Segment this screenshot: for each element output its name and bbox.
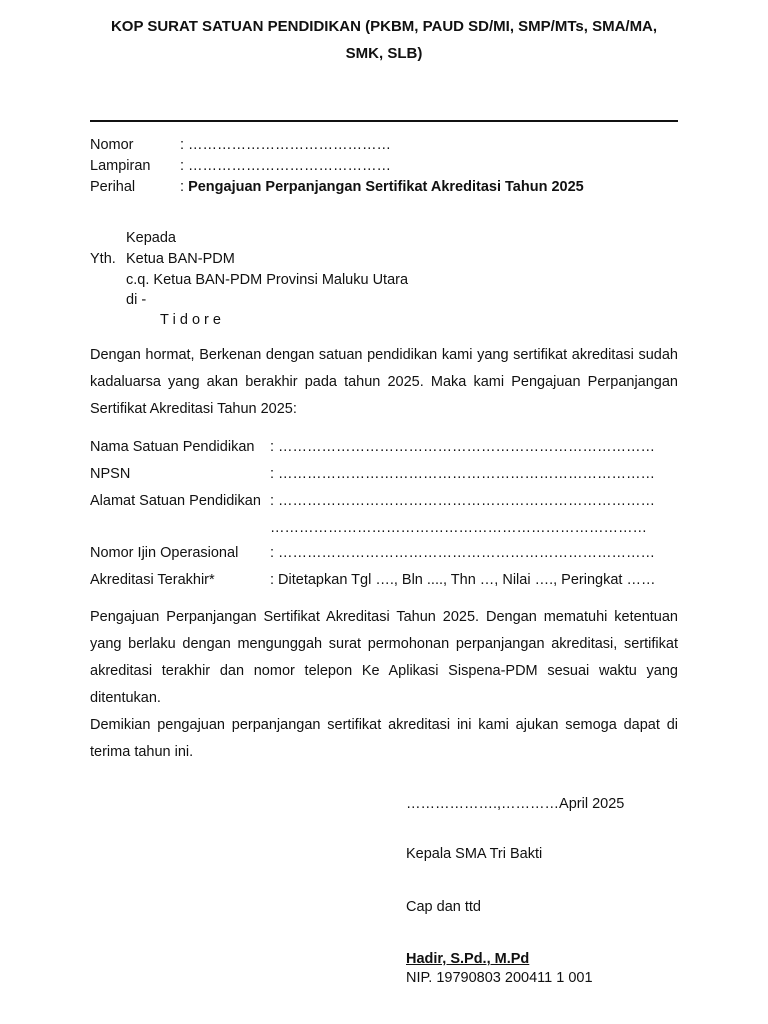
field-value-npsn: : …………………………………………………………………… bbox=[270, 466, 656, 482]
body-paragraph-1: Pengajuan Perpanjangan Sertifikat Akreditasi Tahun 2025. Dengan mematuhi ketentuan yang berlaku dengan mengunggah surat permohonan perpanjangan akreditasi, sertifikat akreditasi terakhir dan nomor telepon Ke Aplikasi Sispena-PDM sesuai waktu yang ditentukan. bbox=[90, 609, 678, 706]
field-value-ijin: : …………………………………………………………………… bbox=[270, 545, 656, 561]
field-value-alamat-cont: …………………………………………………………………… bbox=[270, 520, 647, 536]
field-value-akreditasi: : Ditetapkan Tgl …., Bln ...., Thn …, Nilai …., Peringkat …… bbox=[270, 572, 656, 588]
signatory-nip: NIP. 19790803 200411 1 001 bbox=[406, 970, 593, 986]
field-label-alamat: Alamat Satuan Pendidikan bbox=[90, 493, 261, 509]
perihal-value bbox=[180, 179, 584, 195]
lampiran-value: : …………………………………… bbox=[180, 158, 392, 174]
nomor-label: Nomor bbox=[90, 137, 134, 153]
nomor-value: : …………………………………… bbox=[180, 137, 392, 153]
addressee-yth: Yth. bbox=[90, 251, 116, 267]
perihal-colon: : bbox=[180, 179, 185, 195]
perihal-subject: Pengajuan Perpanjangan Sertifikat Akreditasi Tahun 2025 bbox=[188, 179, 584, 195]
lampiran-label: Lampiran bbox=[90, 158, 151, 174]
addressee-line-2: c.q. Ketua BAN-PDM Provinsi Maluku Utara bbox=[126, 272, 409, 288]
letterhead-divider bbox=[90, 120, 678, 122]
signatory-name: Hadir, S.Pd., M.Pd bbox=[406, 951, 530, 967]
signature-stamp: Cap dan ttd bbox=[406, 899, 481, 915]
signature-date: ……………….,…………April 2025 bbox=[406, 796, 625, 812]
field-label-npsn: NPSN bbox=[90, 466, 131, 482]
addressee-line-1: Ketua BAN-PDM bbox=[126, 251, 235, 267]
field-value-nama: : …………………………………………………………………… bbox=[270, 439, 656, 455]
perihal-label: Perihal bbox=[90, 179, 136, 195]
field-label-ijin: Nomor Ijin Operasional bbox=[90, 545, 239, 561]
letterhead-line-1: KOP SURAT SATUAN PENDIDIKAN (PKBM, PAUD SD/MI, SMP/MTs, SMA/MA, bbox=[110, 18, 658, 35]
addressee-kepada: Kepada bbox=[126, 230, 176, 246]
field-label-akreditasi: Akreditasi Terakhir* bbox=[90, 572, 215, 588]
opening-paragraph: Dengan hormat, Berkenan dengan satuan pendidikan kami yang sertifikat akreditasi sudah kadaluarsa yang akan berakhir pada tahun 2025. Maka kami Pengajuan Perpanjangan Sertifikat Akreditasi Tahun 2025: bbox=[90, 347, 678, 417]
signature-position: Kepala SMA Tri Bakti bbox=[406, 846, 543, 862]
field-label-nama: Nama Satuan Pendidikan bbox=[90, 439, 255, 455]
addressee-city: T i d o r e bbox=[160, 312, 221, 328]
body-paragraph-2: Demikian pengajuan perpanjangan sertifikat akreditasi ini kami ajukan semoga dapat di terima tahun ini. bbox=[90, 717, 678, 760]
addressee-line-3: di - bbox=[126, 292, 147, 308]
field-value-alamat: : …………………………………………………………………… bbox=[270, 493, 656, 509]
letterhead-line-2: SMK, SLB) bbox=[345, 45, 423, 62]
